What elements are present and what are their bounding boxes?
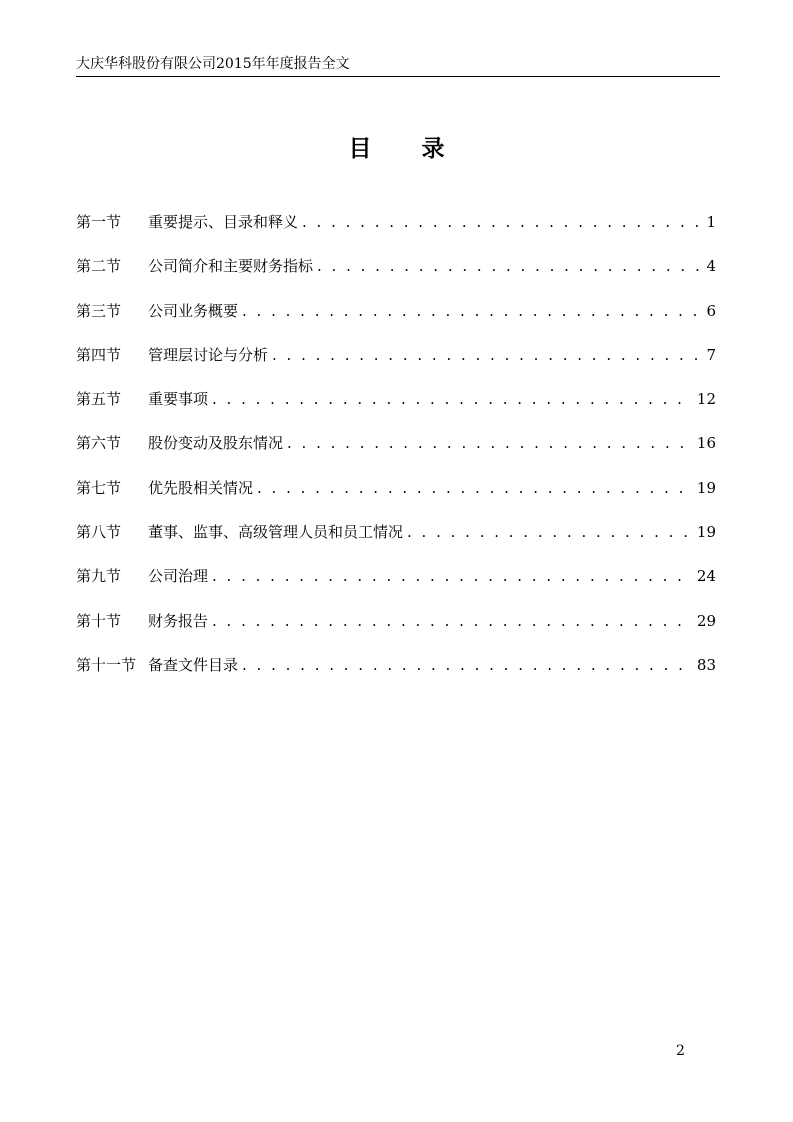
toc-page: 12 xyxy=(696,390,716,409)
toc-section: 第一节 xyxy=(76,213,122,231)
toc-section: 第七节 xyxy=(76,478,122,497)
toc-row[interactable] xyxy=(76,297,716,341)
table-of-contents xyxy=(76,208,716,695)
toc-leader xyxy=(212,562,693,590)
toc-page: 83 xyxy=(696,655,716,674)
toc-page: 16 xyxy=(696,434,716,453)
toc-row[interactable] xyxy=(76,429,716,473)
toc-row[interactable] xyxy=(76,607,716,651)
toc-leader xyxy=(272,341,702,369)
toc-page: 1 xyxy=(706,213,716,231)
page-title: 目录 xyxy=(348,136,495,162)
toc-row[interactable] xyxy=(76,562,716,606)
toc-title: 重要提示、目录和释义 xyxy=(148,213,299,231)
toc-row[interactable] xyxy=(76,651,716,695)
toc-title: 公司简介和主要财务指标 xyxy=(148,257,314,276)
toc-page: 24 xyxy=(696,567,716,586)
page-number: 2 xyxy=(676,1043,685,1059)
toc-row[interactable] xyxy=(76,252,716,296)
toc-leader xyxy=(242,651,693,679)
toc-page: 19 xyxy=(696,478,716,497)
toc-leader xyxy=(407,518,693,546)
toc-section: 第五节 xyxy=(76,390,122,409)
toc-title: 董事、监事、高级管理人员和员工情况 xyxy=(148,523,404,542)
toc-row[interactable] xyxy=(76,341,716,385)
toc-leader xyxy=(302,208,702,236)
toc-section: 第九节 xyxy=(76,567,122,586)
toc-section: 第八节 xyxy=(76,523,122,542)
toc-title: 公司治理 xyxy=(148,567,209,586)
toc-section: 第十节 xyxy=(76,611,122,630)
toc-title: 管理层讨论与分析 xyxy=(148,345,269,364)
toc-section: 第二节 xyxy=(76,257,122,276)
toc-title: 财务报告 xyxy=(148,611,209,630)
toc-page: 4 xyxy=(706,257,716,276)
toc-row[interactable] xyxy=(76,208,716,252)
toc-leader xyxy=(212,607,693,635)
toc-title: 优先股相关情况 xyxy=(148,478,254,497)
toc-page: 29 xyxy=(696,611,716,630)
toc-leader xyxy=(257,474,693,502)
toc-title: 重要事项 xyxy=(148,390,209,409)
toc-row[interactable] xyxy=(76,385,716,429)
toc-section: 第十一节 xyxy=(76,655,137,674)
toc-row[interactable] xyxy=(76,518,716,562)
toc-leader xyxy=(212,385,693,413)
toc-page: 7 xyxy=(706,345,716,364)
toc-title: 公司业务概要 xyxy=(148,301,239,320)
toc-leader xyxy=(317,252,702,280)
toc-page: 6 xyxy=(706,301,716,320)
toc-title: 备查文件目录 xyxy=(148,655,239,674)
toc-section: 第六节 xyxy=(76,434,122,453)
toc-title: 股份变动及股东情况 xyxy=(148,434,284,453)
toc-row[interactable] xyxy=(76,474,716,518)
toc-leader xyxy=(287,429,693,457)
toc-section: 第三节 xyxy=(76,301,122,320)
running-header: 大庆华科股份有限公司2015年年度报告全文 xyxy=(76,55,720,77)
toc-page: 19 xyxy=(696,523,716,542)
toc-section: 第四节 xyxy=(76,345,122,364)
toc-leader xyxy=(242,297,702,325)
